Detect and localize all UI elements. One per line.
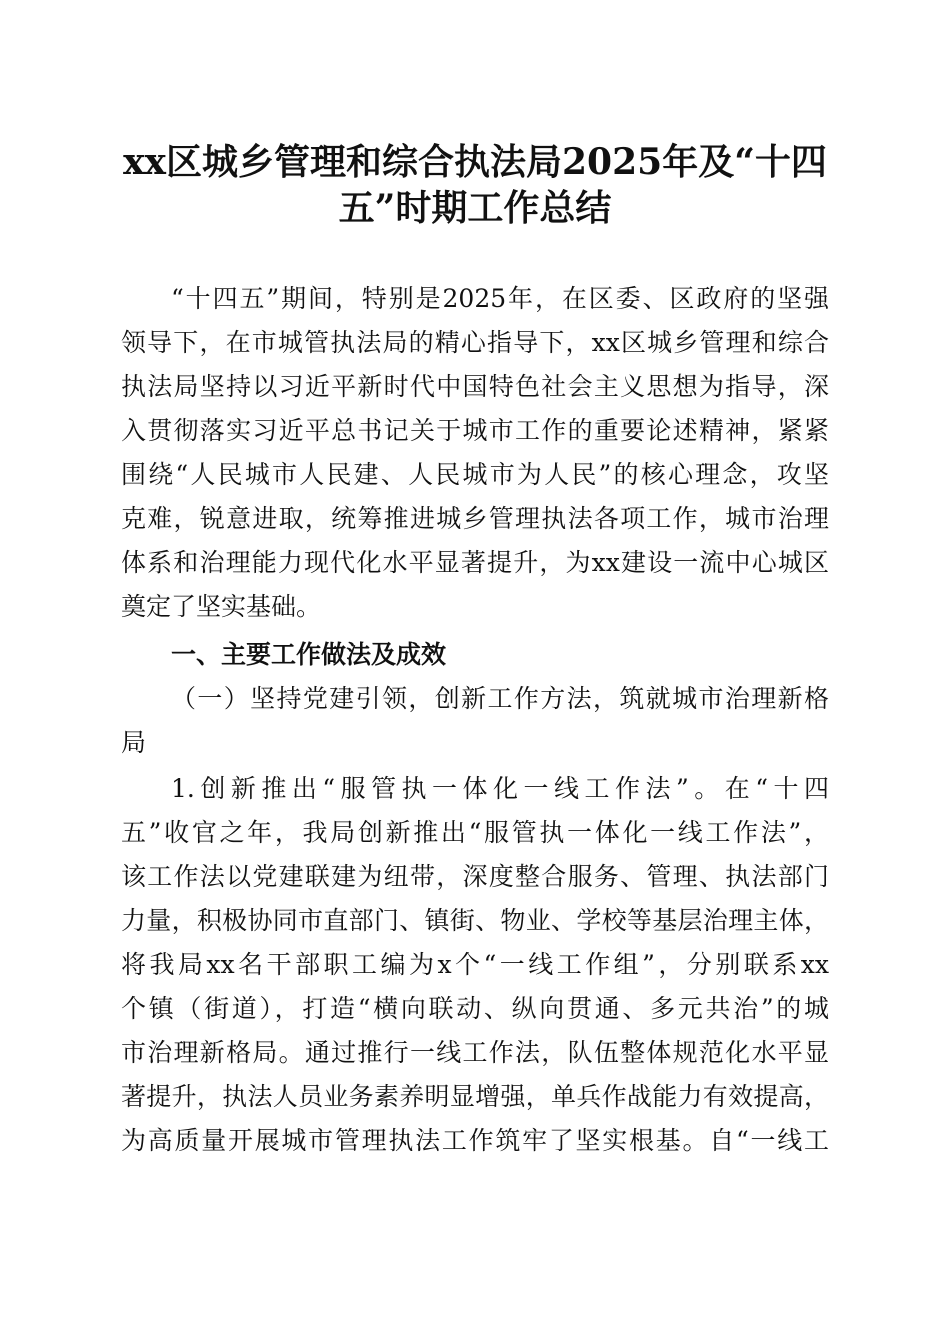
item-1-line-8: 著提升，执法人员业务素养明显增强，单兵作战能力有效提高， — [121, 1082, 829, 1111]
intro-paragraph-line-1: “十四五”期间，特别是2025年，在区委、区政府的坚强 — [171, 284, 829, 313]
subsection-heading-line-1: （一）坚持党建引领，创新工作方法，筑就城市治理新格 — [171, 684, 829, 713]
item-1-line-3: 该工作法以党建联建为纽带，深度整合服务、管理、执法部门 — [121, 862, 829, 891]
intro-paragraph-line-2: 领导下，在市城管执法局的精心指导下，xx区城乡管理和综合 — [121, 328, 829, 357]
section-heading-1: 一、主要工作做法及成效 — [171, 640, 447, 669]
intro-paragraph-line-7: 体系和治理能力现代化水平显著提升，为xx建设一流中心城区 — [121, 548, 829, 577]
intro-paragraph-line-3: 执法局坚持以习近平新时代中国特色社会主义思想为指导，深 — [121, 372, 829, 401]
intro-paragraph-line-4: 入贯彻落实习近平总书记关于城市工作的重要论述精神，紧紧 — [121, 416, 829, 445]
item-1-line-9: 为高质量开展城市管理执法工作筑牢了坚实根基。自“一线工 — [121, 1126, 829, 1155]
intro-paragraph-line-5: 围绕“人民城市人民建、人民城市为人民”的核心理念，攻坚 — [121, 460, 829, 489]
intro-paragraph-line-8: 奠定了坚实基础。 — [121, 592, 322, 621]
intro-paragraph-line-6: 克难，锐意进取，统筹推进城乡管理执法各项工作，城市治理 — [121, 504, 829, 533]
item-1-line-2: 五”收官之年，我局创新推出“服管执一体化一线工作法”， — [121, 818, 829, 847]
document-title-line-1: xx区城乡管理和综合执法局2025年及“十四 — [123, 141, 827, 183]
item-1-line-5: 将我局xx名干部职工编为x个“一线工作组”，分别联系xx — [121, 950, 829, 979]
item-1-line-6: 个镇（街道），打造“横向联动、纵向贯通、多元共治”的城 — [121, 994, 829, 1023]
item-1-line-1: 1.创新推出“服管执一体化一线工作法”。在“十四 — [171, 774, 829, 803]
subsection-heading-line-2: 局 — [121, 728, 147, 757]
document-title-line-2: 五”时期工作总结 — [338, 187, 612, 229]
item-1-line-4: 力量，积极协同市直部门、镇街、物业、学校等基层治理主体， — [121, 906, 829, 935]
item-1-line-7: 市治理新格局。通过推行一线工作法，队伍整体规范化水平显 — [121, 1038, 829, 1067]
